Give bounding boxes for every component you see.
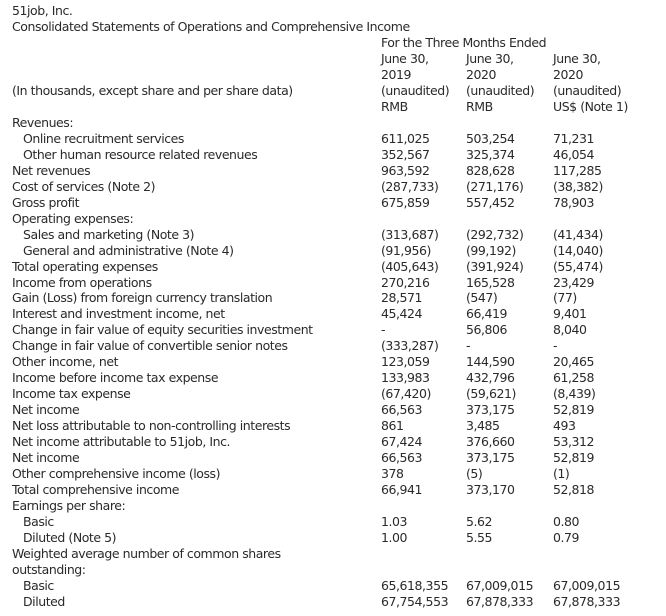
- row-label: Basic: [23, 513, 54, 529]
- row-label: Change in fair value of equity securities investment: [12, 322, 313, 338]
- row-value-col3: 9,401: [553, 306, 587, 322]
- row-value-col1: (287,733): [381, 178, 439, 194]
- row-label: Net income: [12, 402, 80, 418]
- row-value-col1: 67,754,553: [381, 593, 449, 609]
- row-value-col2: 432,796: [466, 370, 515, 386]
- row-value-col2: 373,170: [466, 481, 515, 497]
- row-value-col3: 117,285: [553, 162, 602, 178]
- col2-date: June 30,: [466, 51, 514, 66]
- row-label: Interest and investment income, net: [12, 306, 225, 322]
- col2-currency: RMB: [466, 99, 493, 114]
- row-value-col3: (41,434): [553, 226, 603, 242]
- row-value-col3: (55,474): [553, 258, 603, 274]
- col3-date: June 30,: [553, 51, 601, 66]
- row-label: Earnings per share:: [12, 497, 126, 513]
- row-value-col3: (77): [553, 290, 577, 306]
- col1-audit: (unaudited): [381, 83, 450, 98]
- row-label: Other income, net: [12, 354, 119, 370]
- row-value-col1: 45,424: [381, 306, 423, 322]
- row-value-col1: -: [381, 322, 386, 338]
- row-value-col2: 67,009,015: [466, 577, 534, 593]
- row-value-col1: (405,643): [381, 258, 439, 274]
- row-value-col1: 675,859: [381, 194, 430, 210]
- row-value-col1: 1.03: [381, 513, 408, 529]
- row-value-col2: (271,176): [466, 178, 524, 194]
- col2-year: 2020: [466, 67, 497, 82]
- row-value-col1: (313,687): [381, 226, 439, 242]
- row-value-col2: 66,419: [466, 306, 508, 322]
- row-value-col1: (67,420): [381, 386, 431, 402]
- row-value-col2: 373,175: [466, 449, 515, 465]
- company-name: 51job, Inc.: [12, 3, 73, 18]
- row-value-col2: -: [466, 338, 471, 354]
- row-value-col2: 165,528: [466, 274, 515, 290]
- row-label: Sales and marketing (Note 3): [23, 226, 195, 242]
- col1-date: June 30,: [381, 51, 429, 66]
- row-value-col1: 611,025: [381, 130, 430, 146]
- row-value-col2: (547): [466, 290, 498, 306]
- row-label: Other human resource related revenues: [23, 146, 258, 162]
- row-label: outstanding:: [12, 561, 86, 577]
- row-value-col3: 52,819: [553, 402, 595, 418]
- row-label: Diluted (Note 5): [23, 529, 117, 545]
- row-value-col1: (91,956): [381, 242, 431, 258]
- row-label: Basic: [23, 577, 54, 593]
- col3-currency: US$ (Note 1): [553, 99, 628, 114]
- col3-audit: (unaudited): [553, 83, 622, 98]
- statement-title: Consolidated Statements of Operations and Comprehensive Income: [12, 19, 410, 34]
- row-value-col2: 325,374: [466, 146, 515, 162]
- row-label: Total comprehensive income: [12, 481, 180, 497]
- row-value-col2: 376,660: [466, 434, 515, 449]
- row-label: Gain (Loss) from foreign currency translation: [12, 290, 273, 306]
- row-value-col1: (333,287): [381, 338, 439, 354]
- row-value-col1: 28,571: [381, 290, 423, 306]
- row-value-col3: 61,258: [553, 370, 595, 386]
- row-value-col2: 373,175: [466, 402, 515, 418]
- row-value-col2: (5): [466, 465, 483, 481]
- row-value-col1: 123,059: [381, 354, 430, 370]
- row-value-col1: 65,618,355: [381, 577, 449, 593]
- row-value-col3: (14,040): [553, 242, 603, 258]
- row-value-col2: 5.62: [466, 513, 493, 529]
- row-value-col3: (8,439): [553, 386, 596, 402]
- col3-year: 2020: [553, 67, 584, 82]
- units-note: (In thousands, except share and per share data): [12, 83, 293, 98]
- row-label: Cost of services (Note 2): [12, 178, 156, 194]
- row-label: Total operating expenses: [12, 258, 158, 274]
- row-value-col3: 23,429: [553, 274, 595, 290]
- row-label: Gross profit: [12, 194, 80, 210]
- row-value-col1: 133,983: [381, 370, 430, 386]
- row-label: Diluted: [23, 593, 65, 609]
- row-value-col2: 144,590: [466, 354, 515, 370]
- row-value-col3: 67,878,333: [553, 593, 621, 609]
- row-label: Weighted average number of common shares: [12, 545, 281, 561]
- row-value-col1: 67,424: [381, 434, 423, 449]
- row-value-col1: 352,567: [381, 146, 430, 162]
- row-value-col3: 71,231: [553, 130, 595, 146]
- row-label: Other comprehensive income (loss): [12, 465, 221, 481]
- row-label: Income before income tax expense: [12, 370, 219, 386]
- row-label: Revenues:: [12, 115, 74, 130]
- row-label: Net income attributable to 51job, Inc.: [12, 434, 231, 449]
- row-value-col2: 503,254: [466, 130, 515, 146]
- row-value-col3: 0.79: [553, 529, 580, 545]
- row-value-col1: 1.00: [381, 529, 408, 545]
- row-value-col3: 20,465: [553, 354, 595, 370]
- row-value-col1: 378: [381, 465, 404, 481]
- row-label: Net income: [12, 449, 80, 465]
- row-label: Change in fair value of convertible senior notes: [12, 338, 288, 354]
- row-value-col3: (1): [553, 465, 570, 481]
- row-value-col2: 3,485: [466, 418, 500, 434]
- row-value-col3: 67,009,015: [553, 577, 621, 593]
- row-value-col3: 78,903: [553, 194, 595, 210]
- period-header: For the Three Months Ended: [381, 35, 547, 50]
- row-label: Operating expenses:: [12, 210, 134, 226]
- col1-currency: RMB: [381, 99, 408, 114]
- row-value-col2: (391,924): [466, 258, 524, 274]
- row-label: Net loss attributable to non-controlling interests: [12, 418, 291, 434]
- row-value-col3: 0.80: [553, 513, 580, 529]
- row-value-col3: 52,819: [553, 449, 595, 465]
- row-value-col2: 557,452: [466, 194, 515, 210]
- row-value-col3: (38,382): [553, 178, 603, 194]
- row-value-col3: 493: [553, 418, 576, 434]
- row-label: Income tax expense: [12, 386, 131, 402]
- row-value-col1: 963,592: [381, 162, 430, 178]
- row-value-col1: 66,563: [381, 402, 423, 418]
- row-label: General and administrative (Note 4): [23, 242, 234, 258]
- row-value-col1: 66,941: [381, 481, 423, 497]
- row-value-col2: 5.55: [466, 529, 493, 545]
- row-value-col2: (292,732): [466, 226, 524, 242]
- row-value-col2: 56,806: [466, 322, 508, 338]
- row-label: Net revenues: [12, 162, 91, 178]
- row-value-col2: 67,878,333: [466, 593, 534, 609]
- row-value-col2: (59,621): [466, 386, 516, 402]
- row-value-col1: 270,216: [381, 274, 430, 290]
- row-value-col3: 52,818: [553, 481, 595, 497]
- row-value-col2: (99,192): [466, 242, 516, 258]
- row-value-col1: 66,563: [381, 449, 423, 465]
- row-value-col1: 861: [381, 418, 404, 434]
- row-value-col3: -: [553, 338, 558, 354]
- row-value-col2: 828,628: [466, 162, 515, 178]
- row-value-col3: 53,312: [553, 434, 595, 449]
- col2-audit: (unaudited): [466, 83, 535, 98]
- col1-year: 2019: [381, 67, 412, 82]
- row-value-col3: 46,054: [553, 146, 595, 162]
- row-label: Online recruitment services: [23, 130, 184, 146]
- row-value-col3: 8,040: [553, 322, 587, 338]
- row-label: Income from operations: [12, 274, 152, 290]
